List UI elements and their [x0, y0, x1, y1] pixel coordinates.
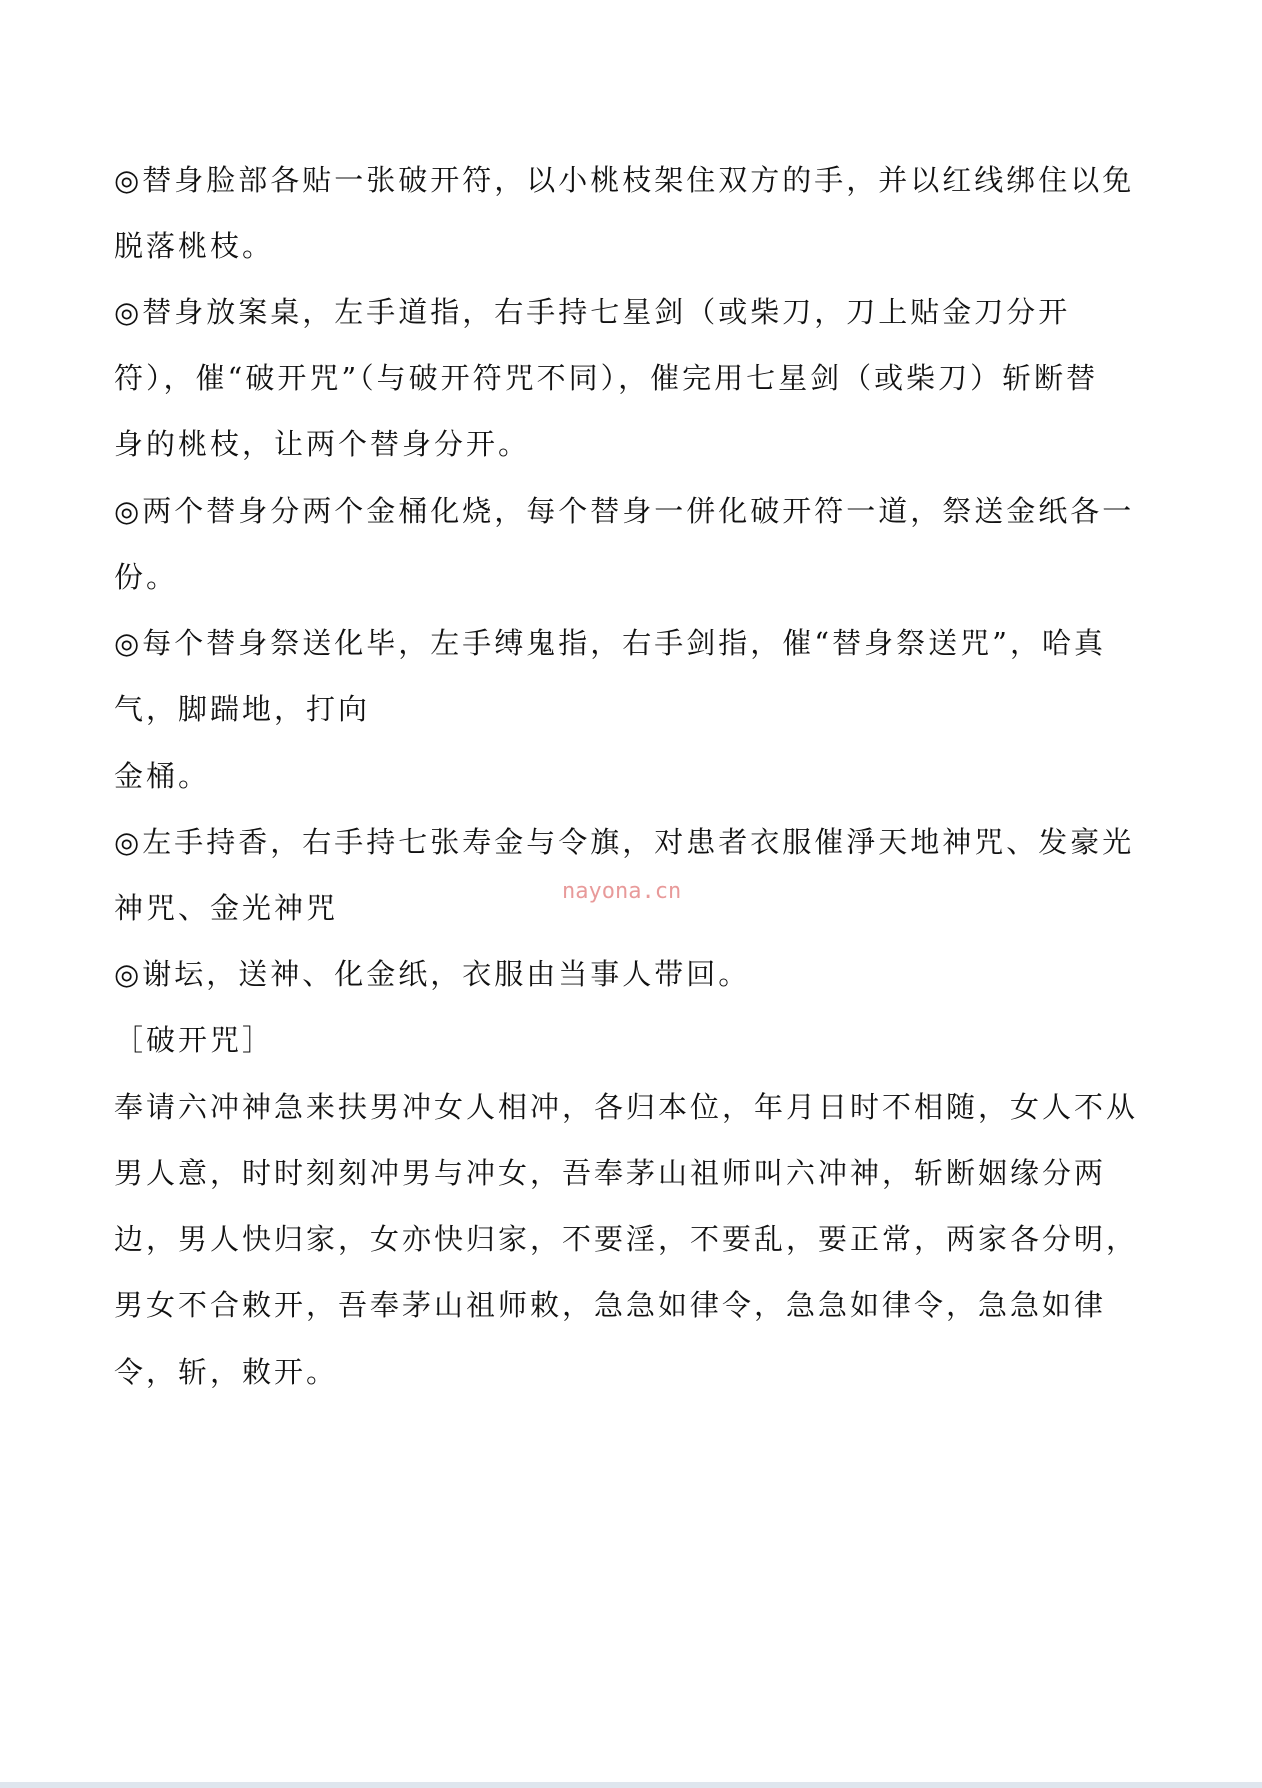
text-line: 气，脚踹地，打向 — [114, 692, 371, 726]
text-line: ◎每个替身祭送化毕，左手缚鬼指，右手剑指，催“替身祭送咒”，哈真 — [114, 626, 1106, 660]
page-bottom-edge — [0, 1782, 1262, 1788]
text-line: 符），催“破开咒”（与破开符咒不同），催完用七星剑（或柴刀）斩断替 — [114, 361, 1099, 395]
text-line: 男女不合敕开，吾奉茅山祖师敕，急急如律令，急急如律令，急急如律 — [114, 1288, 1107, 1322]
text-line: ◎谢坛，送神、化金纸，衣服由当事人带回。 — [114, 957, 751, 991]
text-line: ◎左手持香，右手持七张寿金与令旗，对患者衣服催淨天地神咒、发豪光 — [114, 825, 1135, 859]
section-heading: ［破开咒］ — [114, 1023, 275, 1057]
text-line: 份。 — [114, 560, 179, 594]
text-line: ◎两个替身分两个金桶化烧，每个替身一併化破开符一道，祭送金纸各一 — [114, 494, 1135, 528]
text-line: 边，男人快归家，女亦快归家，不要淫，不要乱，要正常，两家各分明， — [114, 1222, 1139, 1256]
watermark-text: nayona.cn — [562, 879, 682, 904]
text-line: ◎替身脸部各贴一张破开符，以小桃枝架住双方的手，并以红线绑住以免 — [114, 163, 1135, 197]
text-line: 奉请六冲神急来扶男冲女人相冲，各归本位，年月日时不相随，女人不从 — [114, 1090, 1139, 1124]
text-line: 男人意，时时刻刻冲男与冲女，吾奉茅山祖师叫六冲神，斩断姻缘分两 — [114, 1156, 1107, 1190]
text-line: 身的桃枝，让两个替身分开。 — [114, 427, 531, 461]
text-line: 金桶。 — [114, 759, 211, 793]
text-line: ◎替身放案桌，左手道指，右手持七星剑（或柴刀，刀上贴金刀分开 — [114, 295, 1071, 329]
text-line: 脱落桃枝。 — [114, 229, 275, 263]
text-line: 神咒、金光神咒 — [114, 891, 339, 925]
text-line: 令，斩，敕开。 — [114, 1355, 339, 1389]
